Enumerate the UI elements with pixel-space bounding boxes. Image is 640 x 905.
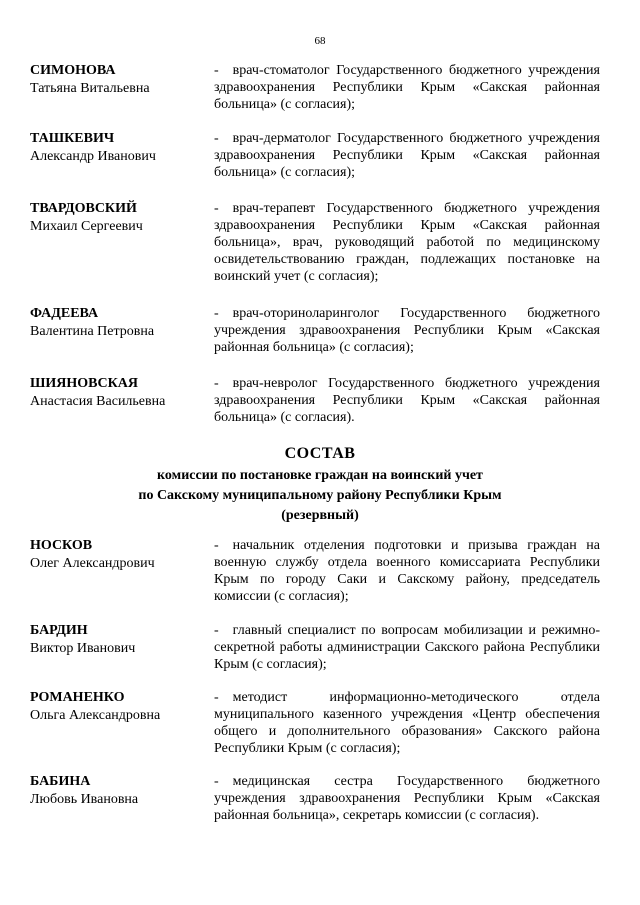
member-dash: -	[214, 306, 219, 321]
member-given-names: Ольга Александровна	[30, 708, 161, 723]
member-description	[214, 200, 600, 285]
member-dash: -	[214, 63, 219, 78]
member-dash: -	[214, 690, 219, 705]
member-dash: -	[214, 623, 219, 638]
member-given-names: Михаил Сергеевич	[30, 219, 143, 234]
member-name-block	[30, 375, 210, 411]
member-surname: СИМОНОВА	[30, 63, 116, 78]
member-dash: -	[214, 376, 219, 391]
member-name-block	[30, 689, 210, 725]
member-description-text: врач-оториноларинголог Государственного бюджетного учреждения здравоохранения Республики Крым «Сакская районная больница» (с согласия);	[214, 306, 600, 355]
member-description-text: начальник отделения подготовки и призыва граждан на военную службу отдела военного комиссариата Республики Крым по городу Саки и Сакскому району, председатель комиссии (с согласия);	[214, 538, 600, 604]
member-name-block	[30, 62, 210, 98]
member-description	[214, 62, 600, 113]
member-surname: ТАШКЕВИЧ	[30, 131, 115, 146]
member-description	[214, 622, 600, 673]
member-surname: НОСКОВ	[30, 538, 93, 553]
member-name-block	[30, 200, 210, 236]
member-name-block	[30, 305, 210, 341]
member-given-names: Анастасия Васильевна	[30, 394, 166, 409]
member-description	[214, 375, 600, 426]
member-surname: ТВАРДОВСКИЙ	[30, 201, 137, 216]
member-dash: -	[214, 131, 219, 146]
member-given-names: Татьяна Витальевна	[30, 81, 150, 96]
member-description-text: врач-дерматолог Государственного бюджетного учреждения здравоохранения Республики Крым «Сакская районная больница» (с согласия);	[214, 131, 600, 180]
member-given-names: Любовь Ивановна	[30, 792, 139, 807]
member-surname: БАРДИН	[30, 623, 88, 638]
member-given-names: Олег Александрович	[30, 556, 155, 571]
member-description	[214, 305, 600, 356]
member-name-block	[30, 622, 210, 658]
member-name-block	[30, 537, 210, 573]
member-description	[214, 689, 600, 757]
member-description-text: методист информационно-методического отдела муниципального казенного учреждения «Центр обеспечения общего и дополнительного образования» Сакского района Республики Крым (с согласия);	[214, 690, 600, 756]
member-dash: -	[214, 538, 219, 553]
section-title: СОСТАВ	[284, 445, 356, 462]
member-surname: РОМАНЕНКО	[30, 690, 125, 705]
member-name-block	[30, 773, 210, 809]
member-dash: -	[214, 774, 219, 789]
member-description-text: главный специалист по вопросам мобилизации и режимно-секретной работы администрации Сакского района Республики Крым (с согласия);	[214, 623, 600, 672]
member-description	[214, 537, 600, 605]
member-surname: БАБИНА	[30, 774, 91, 789]
member-dash: -	[214, 201, 219, 216]
member-given-names: Валентина Петровна	[30, 324, 155, 339]
section-subtitle-line-1: комиссии по постановке граждан на воинский учет	[157, 468, 483, 483]
member-description-text: врач-невролог Государственного бюджетного учреждения здравоохранения Республики Крым «Сакская районная больница» (с согласия).	[214, 376, 600, 425]
member-name-block	[30, 130, 210, 166]
member-description	[214, 130, 600, 181]
member-given-names: Александр Иванович	[30, 149, 156, 164]
member-description-text: врач-терапевт Государственного бюджетного учреждения здравоохранения Республики Крым «Сакская районная больница», врач, руководящий работой по медицинскому освидетельствованию граждан, подлежащих постановке на воинский учет (с согласия);	[214, 201, 600, 284]
page-number: 68	[314, 35, 326, 47]
member-description-text: врач-стоматолог Государственного бюджетного учреждения здравоохранения Республики Крым «Сакская районная больница» (с согласия);	[214, 63, 600, 112]
member-description	[214, 773, 600, 824]
section-subtitle-line-2: по Сакскому муниципальному району Республики Крым	[138, 488, 502, 503]
member-surname: ШИЯНОВСКАЯ	[30, 376, 138, 391]
member-surname: ФАДЕЕВА	[30, 306, 99, 321]
member-given-names: Виктор Иванович	[30, 641, 136, 656]
member-description-text: медицинская сестра Государственного бюджетного учреждения здравоохранения Республики Крым «Сакская районная больница», секретарь комиссии (с согласия).	[214, 774, 600, 823]
section-subtitle-line-3: (резервный)	[281, 508, 359, 523]
